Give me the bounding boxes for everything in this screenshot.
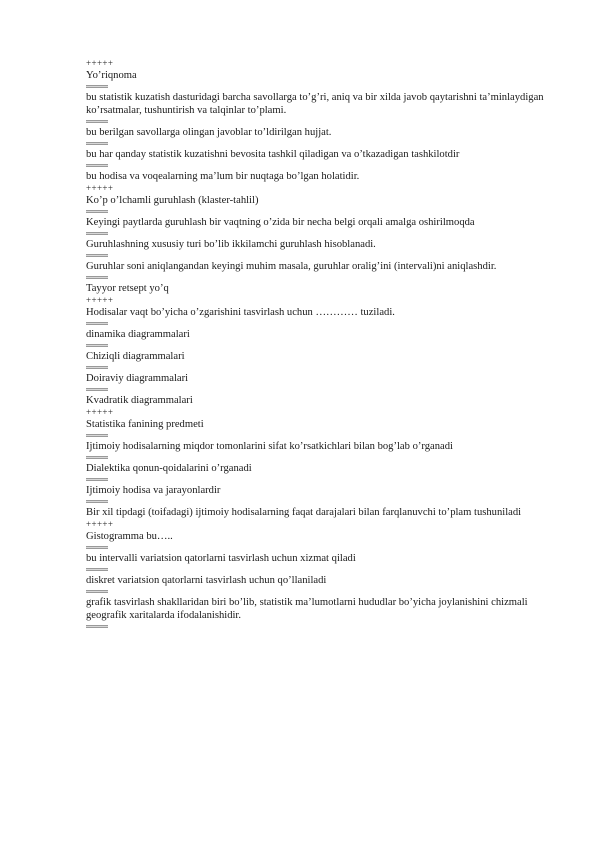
question-block bbox=[86, 407, 556, 519]
answer-option: Tayyor retsept yo’q bbox=[86, 283, 169, 294]
answer-separator bbox=[86, 497, 556, 506]
answer-option: Kvadratik diagrammalari bbox=[86, 395, 193, 406]
answer-separator bbox=[86, 229, 556, 238]
answer-separator bbox=[86, 587, 556, 596]
answer-option: Doiraviy diagrammalari bbox=[86, 373, 189, 384]
answer-separator bbox=[86, 475, 556, 484]
answer-separator bbox=[86, 207, 556, 216]
answer-option: bu statistik kuzatish dasturidagi barcha savollarga to’g’ri, aniq va bir xilda javob qaytarishni ta’minlaydigan ko’rsatmalar, tushuntirish va talqinlar to’plami. bbox=[86, 92, 544, 116]
answer-separator bbox=[86, 453, 556, 462]
answer-separator bbox=[86, 543, 556, 552]
answer-option: Ijtimoiy hodisalarning miqdor tomonlarini sifat ko’rsatkichlari bilan bog’lab o’rganadi bbox=[86, 441, 453, 452]
answer-option: grafik tasvirlash shakllaridan biri bo’lib, statistik ma’lumotlarni hududlar bo’yicha joylanishini chizmali geografik xaritalarda ifodalanishidir. bbox=[86, 597, 528, 621]
answer-option: Guruhlashning xususiy turi bo’lib ikkilamchi guruhlash hisoblanadi. bbox=[86, 239, 376, 250]
question-marker: +++++ bbox=[86, 183, 114, 193]
question-text: Gistogramma bu….. bbox=[86, 531, 173, 542]
answer-separator bbox=[86, 341, 556, 350]
answer-option: Chiziqli diagrammalari bbox=[86, 351, 185, 362]
answer-separator bbox=[86, 622, 556, 631]
answer-option: bu har qanday statistik kuzatishni bevosita tashkil qiladigan va o’tkazadigan tashkilotdir bbox=[86, 149, 460, 160]
question-block bbox=[86, 183, 556, 295]
question-marker: +++++ bbox=[86, 407, 114, 417]
document-body bbox=[86, 58, 556, 631]
answer-separator bbox=[86, 161, 556, 170]
answer-option: Bir xil tipdagi (toifadagi) ijtimoiy hodisalarning faqat darajalari bilan farqlanuvchi to’plam tushuniladi bbox=[86, 507, 522, 518]
answer-option: Keyingi paytlarda guruhlash bir vaqtning o’zida bir necha belgi orqali amalga oshirilmoqda bbox=[86, 217, 475, 228]
question-marker: +++++ bbox=[86, 295, 114, 305]
answer-separator bbox=[86, 82, 556, 91]
answer-separator bbox=[86, 363, 556, 372]
question-block bbox=[86, 295, 556, 407]
question-marker: +++++ bbox=[86, 58, 114, 68]
answer-separator bbox=[86, 385, 556, 394]
answer-option: Ijtimoiy hodisa va jarayonlardir bbox=[86, 485, 221, 496]
answer-option: Guruhlar soni aniqlangandan keyingi muhim masala, guruhlar oralig’ini (intervali)ni aniqlashdir. bbox=[86, 261, 497, 272]
answer-option: diskret variatsion qatorlarni tasvirlash uchun qo’llaniladi bbox=[86, 575, 327, 586]
answer-option: bu berilgan savollarga olingan javoblar to’ldirilgan hujjat. bbox=[86, 127, 332, 138]
answer-option: dinamika diagrammalari bbox=[86, 329, 190, 340]
answer-option: bu hodisa va voqealarning ma’lum bir nuqtaga bo’lgan holatidir. bbox=[86, 171, 360, 182]
answer-option: bu intervalli variatsion qatorlarni tasvirlash uchun xizmat qiladi bbox=[86, 553, 356, 564]
answer-separator bbox=[86, 431, 556, 440]
question-text: Hodisalar vaqt bo’yicha o’zgarishini tasvirlash uchun ………… tuziladi. bbox=[86, 307, 395, 318]
question-text: Ko’p o’lchamli guruhlash (klaster-tahlil) bbox=[86, 195, 259, 206]
answer-separator bbox=[86, 565, 556, 574]
question-block bbox=[86, 519, 556, 631]
answer-separator bbox=[86, 273, 556, 282]
question-block bbox=[86, 58, 556, 183]
answer-separator bbox=[86, 139, 556, 148]
answer-separator bbox=[86, 251, 556, 260]
question-text: Yo’riqnoma bbox=[86, 70, 137, 81]
question-marker: +++++ bbox=[86, 519, 114, 529]
question-text: Statistika fanining predmeti bbox=[86, 419, 204, 430]
answer-option: Dialektika qonun-qoidalarini o’rganadi bbox=[86, 463, 252, 474]
answer-separator bbox=[86, 319, 556, 328]
answer-separator bbox=[86, 117, 556, 126]
